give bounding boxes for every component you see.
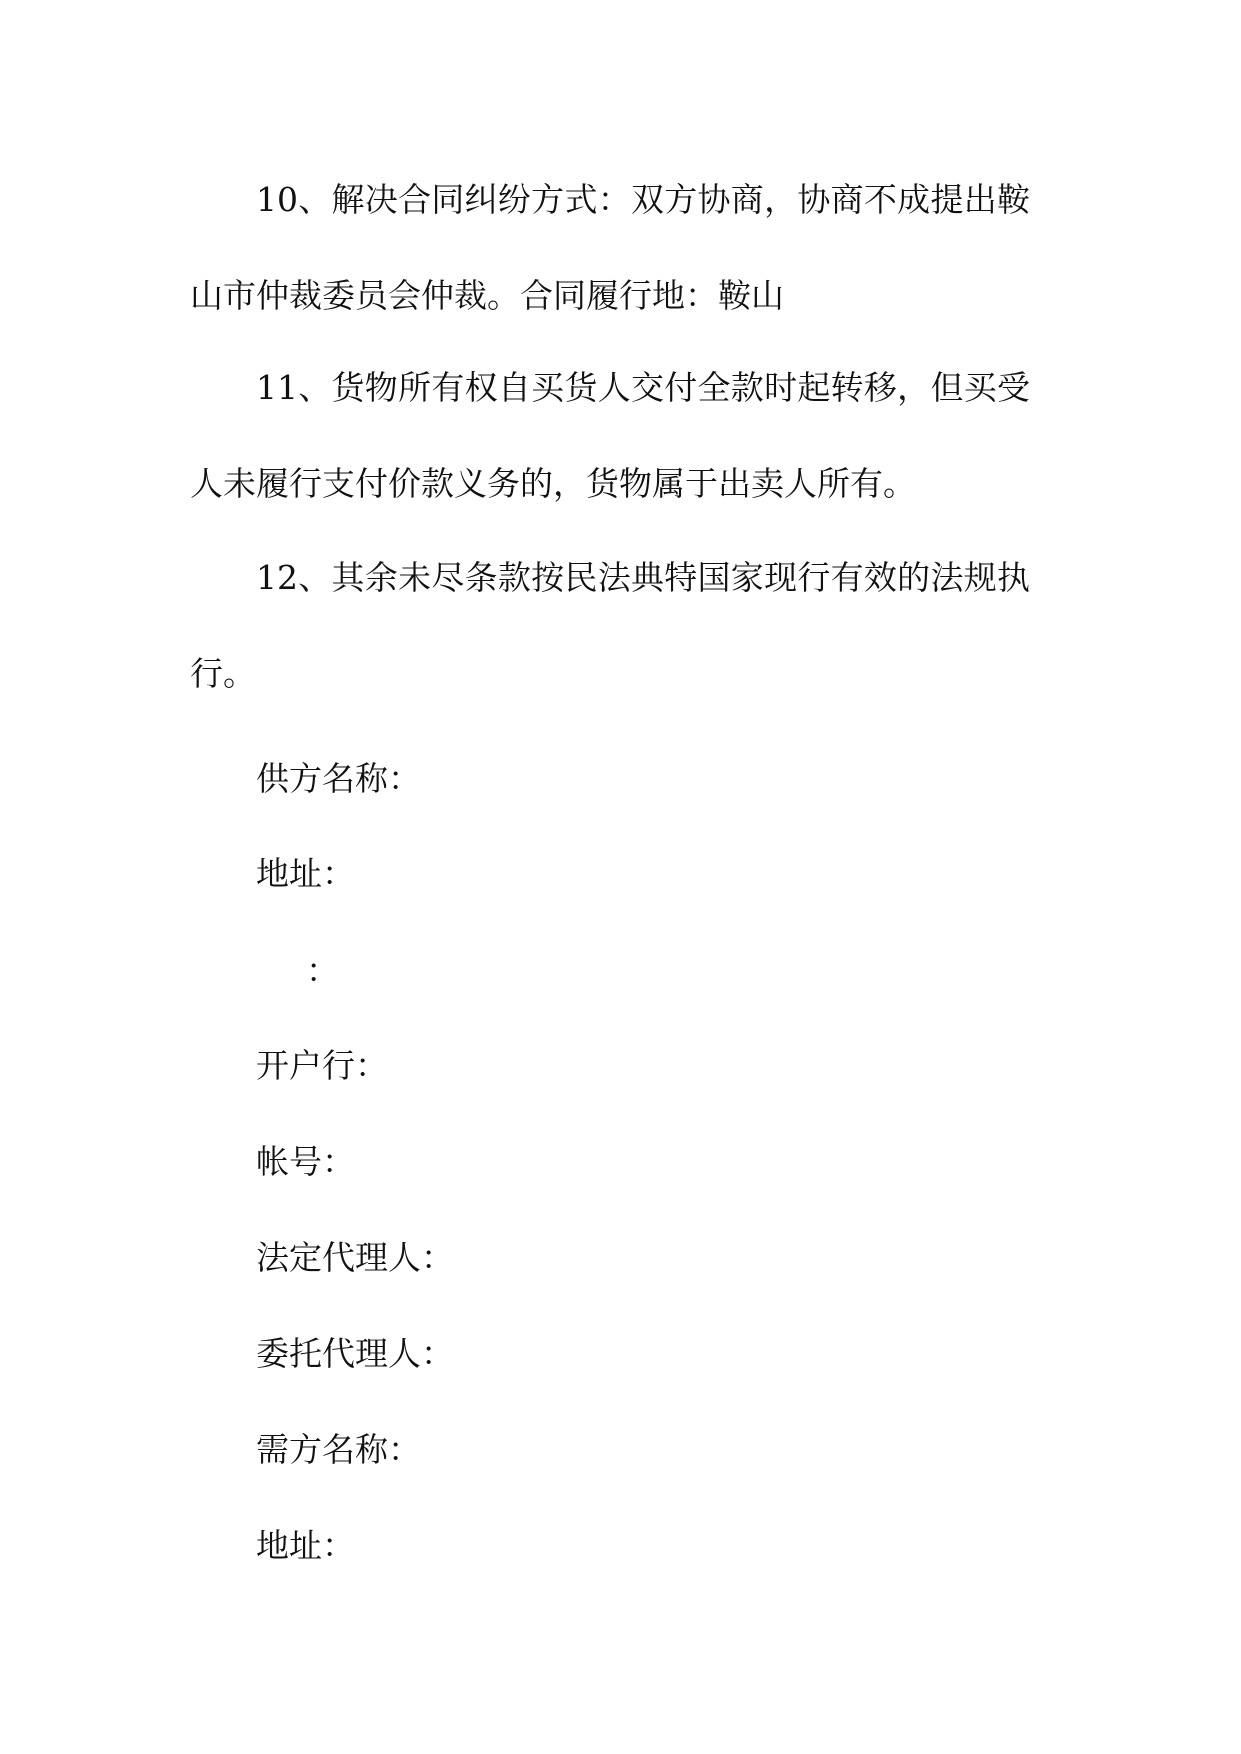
supplier-address-label: 地址： xyxy=(256,854,355,893)
clause-12: 12、其余未尽条款按民法典特国家现行有效的法规执行。 xyxy=(190,558,1030,693)
supplier-name-label: 供方名称： xyxy=(256,759,421,798)
buyer-address-label: 地址： xyxy=(256,1526,355,1565)
buyer-name-label: 需方名称： xyxy=(256,1430,421,1469)
supplier-blank-label: ： xyxy=(306,951,339,990)
supplier-agent-label: 委托代理人： xyxy=(256,1334,454,1373)
supplier-bank-label: 开户行： xyxy=(256,1046,388,1085)
supplier-account-label: 帐号： xyxy=(256,1142,355,1181)
supplier-legal-rep-label: 法定代理人： xyxy=(256,1238,454,1277)
clause-10: 10、解决合同纠纷方式：双方协商，协商不成提出鞍山市仲裁委员会仲裁。合同履行地：鞍山 xyxy=(190,180,1030,315)
clause-11: 11、货物所有权自买货人交付全款时起转移，但买受人未履行支付价款义务的，货物属于出卖人所有。 xyxy=(190,368,1030,503)
